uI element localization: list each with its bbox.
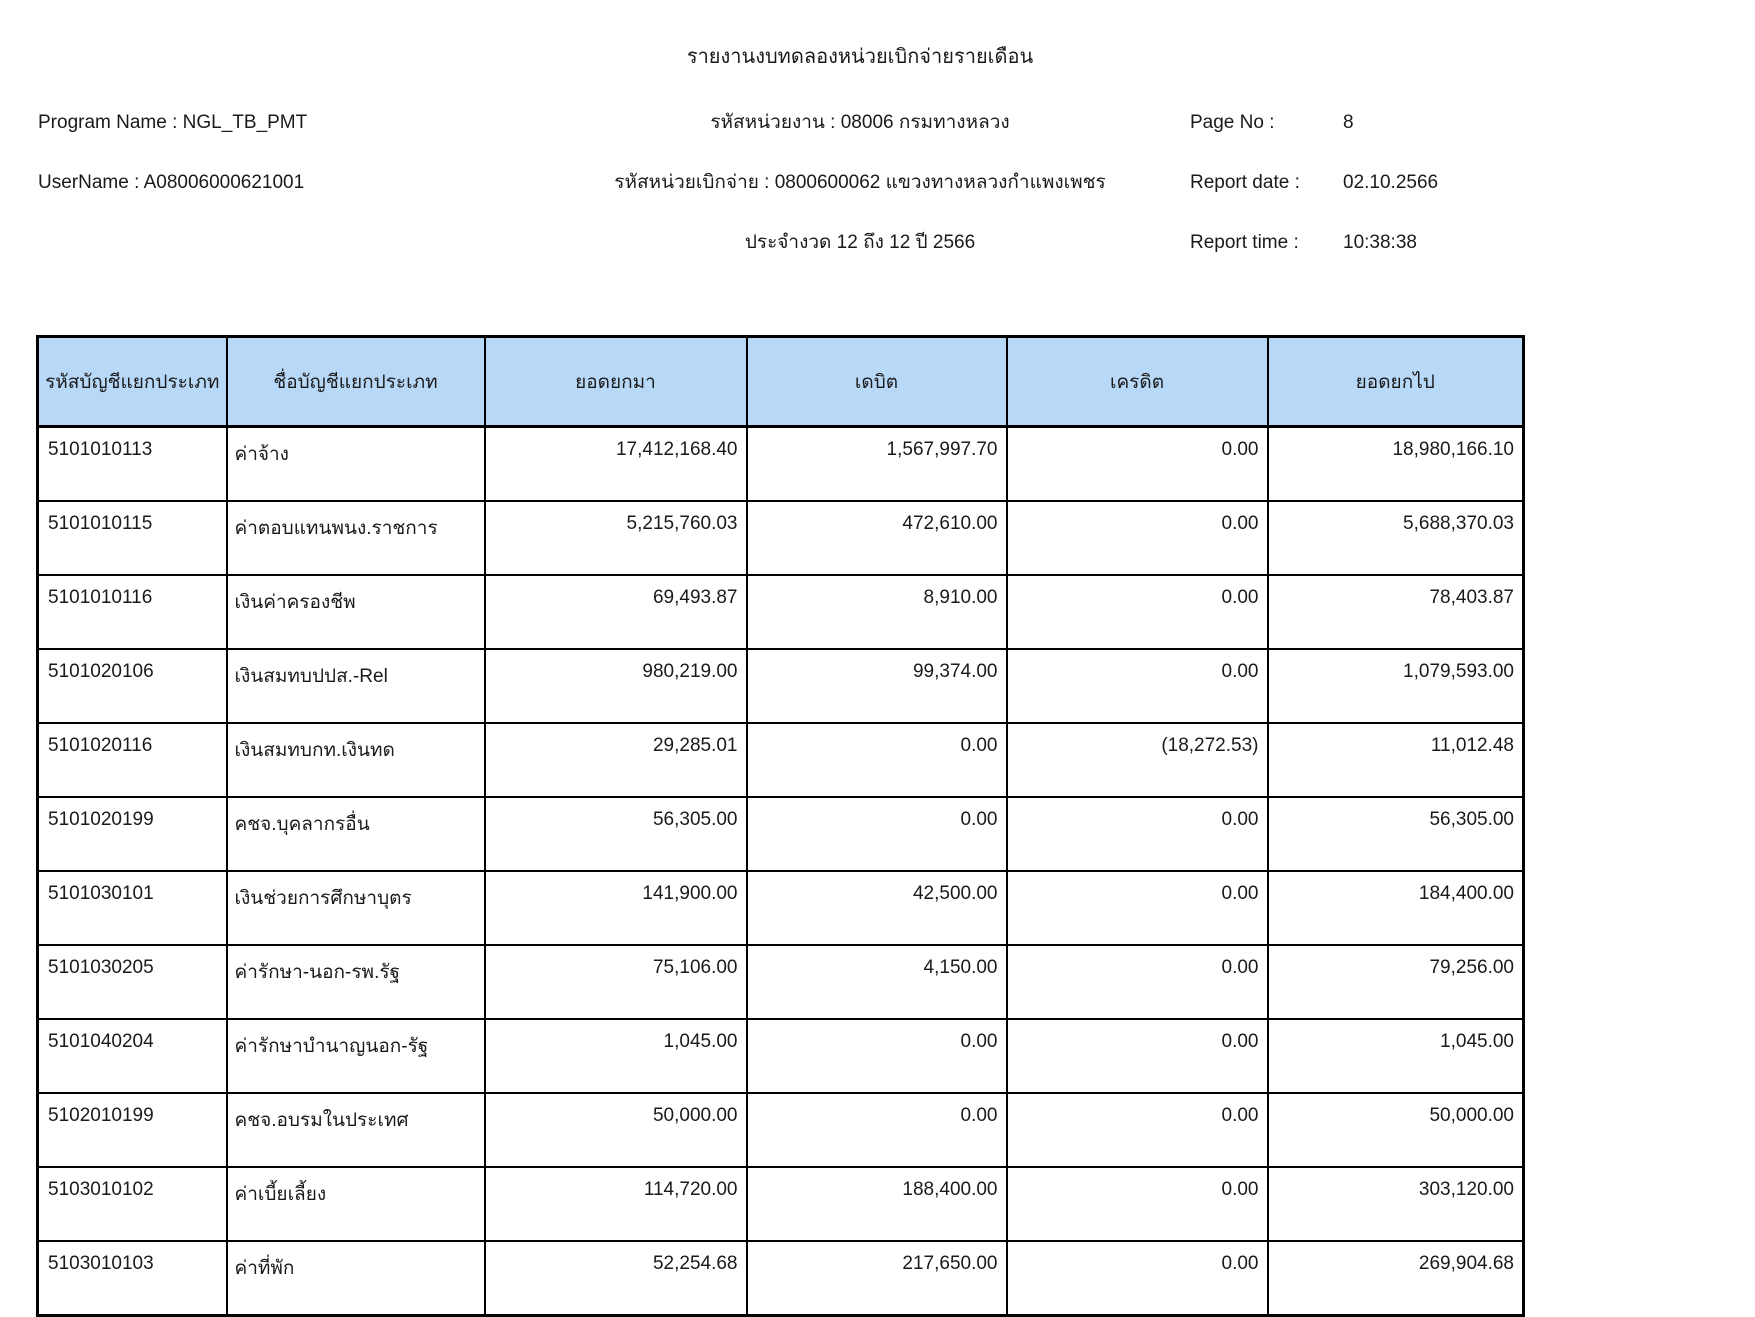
cell-debit: 42,500.00 bbox=[747, 871, 1007, 945]
cell-credit: 0.00 bbox=[1007, 797, 1268, 871]
cell-code: 5102010199 bbox=[38, 1093, 227, 1167]
agency-code: รหัสหน่วยงาน : 08006 กรมทางหลวง bbox=[710, 112, 1010, 133]
cell-carried-forward: 5,688,370.03 bbox=[1268, 501, 1524, 575]
cell-brought-forward: 141,900.00 bbox=[485, 871, 747, 945]
table-row bbox=[38, 945, 1524, 1019]
cell-credit: 0.00 bbox=[1007, 649, 1268, 723]
cell-carried-forward: 78,403.87 bbox=[1268, 575, 1524, 649]
cell-credit: (18,272.53) bbox=[1007, 723, 1268, 797]
report-time-label: Report time : bbox=[1190, 232, 1299, 253]
cell-credit: 0.00 bbox=[1007, 501, 1268, 575]
table-row bbox=[38, 1167, 1524, 1241]
cell-credit: 0.00 bbox=[1007, 427, 1268, 502]
cell-credit: 0.00 bbox=[1007, 1019, 1268, 1093]
cell-code: 5101020106 bbox=[38, 649, 227, 723]
cell-brought-forward: 75,106.00 bbox=[485, 945, 747, 1019]
table-row bbox=[38, 501, 1524, 575]
cell-name: ค่ารักษาบำนาญนอก-รัฐ bbox=[227, 1019, 485, 1093]
report-date-label: Report date : bbox=[1190, 172, 1300, 193]
cell-brought-forward: 29,285.01 bbox=[485, 723, 747, 797]
cell-carried-forward: 184,400.00 bbox=[1268, 871, 1524, 945]
cell-credit: 0.00 bbox=[1007, 575, 1268, 649]
cell-name: ค่าจ้าง bbox=[227, 427, 485, 502]
cell-name: ค่ารักษา-นอก-รพ.รัฐ bbox=[227, 945, 485, 1019]
cell-debit: 0.00 bbox=[747, 1019, 1007, 1093]
cell-debit: 4,150.00 bbox=[747, 945, 1007, 1019]
cell-name: คชจ.อบรมในประเทศ bbox=[227, 1093, 485, 1167]
cell-code: 5103010102 bbox=[38, 1167, 227, 1241]
table-row bbox=[38, 575, 1524, 649]
cell-credit: 0.00 bbox=[1007, 871, 1268, 945]
cell-brought-forward: 980,219.00 bbox=[485, 649, 747, 723]
cell-carried-forward: 79,256.00 bbox=[1268, 945, 1524, 1019]
cell-code: 5101030205 bbox=[38, 945, 227, 1019]
cell-carried-forward: 303,120.00 bbox=[1268, 1167, 1524, 1241]
cell-name: เงินค่าครองชีพ bbox=[227, 575, 485, 649]
col-header-debit: เดบิต bbox=[747, 337, 1007, 427]
cell-code: 5101010113 bbox=[38, 427, 227, 502]
trial-balance-table bbox=[36, 335, 1525, 1317]
table-row bbox=[38, 1093, 1524, 1167]
cell-debit: 472,610.00 bbox=[747, 501, 1007, 575]
cell-code: 5103010103 bbox=[38, 1241, 227, 1316]
cell-credit: 0.00 bbox=[1007, 1093, 1268, 1167]
cell-name: ค่าที่พัก bbox=[227, 1241, 485, 1316]
col-header-brought-forward: ยอดยกมา bbox=[485, 337, 747, 427]
table-row bbox=[38, 797, 1524, 871]
program-name: Program Name : NGL_TB_PMT bbox=[38, 112, 308, 133]
cell-code: 5101010116 bbox=[38, 575, 227, 649]
cell-name: เงินสมทบกท.เงินทด bbox=[227, 723, 485, 797]
cell-name: เงินช่วยการศึกษาบุตร bbox=[227, 871, 485, 945]
table-row bbox=[38, 649, 1524, 723]
table-row bbox=[38, 1019, 1524, 1093]
table-header-row bbox=[38, 337, 1524, 427]
cell-brought-forward: 69,493.87 bbox=[485, 575, 747, 649]
cell-brought-forward: 114,720.00 bbox=[485, 1167, 747, 1241]
cell-brought-forward: 56,305.00 bbox=[485, 797, 747, 871]
cell-debit: 188,400.00 bbox=[747, 1167, 1007, 1241]
cell-carried-forward: 1,079,593.00 bbox=[1268, 649, 1524, 723]
table-body bbox=[38, 427, 1524, 1316]
report-period: ประจำงวด 12 ถึง 12 ปี 2566 bbox=[744, 232, 976, 253]
cell-carried-forward: 18,980,166.10 bbox=[1268, 427, 1524, 502]
cell-brought-forward: 52,254.68 bbox=[485, 1241, 747, 1316]
cell-carried-forward: 1,045.00 bbox=[1268, 1019, 1524, 1093]
cell-name: เงินสมทบปปส.-Rel bbox=[227, 649, 485, 723]
page-no-label: Page No : bbox=[1190, 112, 1275, 133]
cell-carried-forward: 56,305.00 bbox=[1268, 797, 1524, 871]
table-row bbox=[38, 427, 1524, 502]
cell-carried-forward: 269,904.68 bbox=[1268, 1241, 1524, 1316]
col-header-account-code: รหัสบัญชีแยกประเภท bbox=[38, 337, 227, 427]
cell-debit: 0.00 bbox=[747, 723, 1007, 797]
cell-code: 5101020199 bbox=[38, 797, 227, 871]
cell-brought-forward: 1,045.00 bbox=[485, 1019, 747, 1093]
cell-brought-forward: 5,215,760.03 bbox=[485, 501, 747, 575]
cell-debit: 1,567,997.70 bbox=[747, 427, 1007, 502]
cell-name: ค่าตอบแทนพนง.ราชการ bbox=[227, 501, 485, 575]
table-row bbox=[38, 1241, 1524, 1316]
cell-name: ค่าเบี้ยเลี้ยง bbox=[227, 1167, 485, 1241]
col-header-account-name: ชื่อบัญชีแยกประเภท bbox=[227, 337, 485, 427]
cell-debit: 0.00 bbox=[747, 1093, 1007, 1167]
col-header-carried-forward: ยอดยกไป bbox=[1268, 337, 1524, 427]
table-row bbox=[38, 723, 1524, 797]
cell-name: คชจ.บุคลากรอื่น bbox=[227, 797, 485, 871]
cell-credit: 0.00 bbox=[1007, 1167, 1268, 1241]
cell-debit: 0.00 bbox=[747, 797, 1007, 871]
cell-credit: 0.00 bbox=[1007, 945, 1268, 1019]
cell-brought-forward: 50,000.00 bbox=[485, 1093, 747, 1167]
cell-debit: 217,650.00 bbox=[747, 1241, 1007, 1316]
cell-code: 5101020116 bbox=[38, 723, 227, 797]
user-name: UserName : A08006000621001 bbox=[38, 172, 305, 193]
cell-debit: 8,910.00 bbox=[747, 575, 1007, 649]
cell-code: 5101040204 bbox=[38, 1019, 227, 1093]
cell-code: 5101010115 bbox=[38, 501, 227, 575]
report-title: รายงานงบทดลองหน่วยเบิกจ่ายรายเดือน bbox=[686, 46, 1034, 68]
cell-brought-forward: 17,412,168.40 bbox=[485, 427, 747, 502]
report-date-value: 02.10.2566 bbox=[1343, 172, 1439, 193]
cell-credit: 0.00 bbox=[1007, 1241, 1268, 1316]
col-header-credit: เครดิต bbox=[1007, 337, 1268, 427]
table-row bbox=[38, 871, 1524, 945]
cell-code: 5101030101 bbox=[38, 871, 227, 945]
page-no-value: 8 bbox=[1343, 112, 1354, 133]
report-time-value: 10:38:38 bbox=[1343, 232, 1417, 253]
cell-carried-forward: 11,012.48 bbox=[1268, 723, 1524, 797]
cell-debit: 99,374.00 bbox=[747, 649, 1007, 723]
cell-carried-forward: 50,000.00 bbox=[1268, 1093, 1524, 1167]
disbursement-unit-code: รหัสหน่วยเบิกจ่าย : 0800600062 แขวงทางหลวงกำแพงเพชร bbox=[614, 172, 1106, 193]
